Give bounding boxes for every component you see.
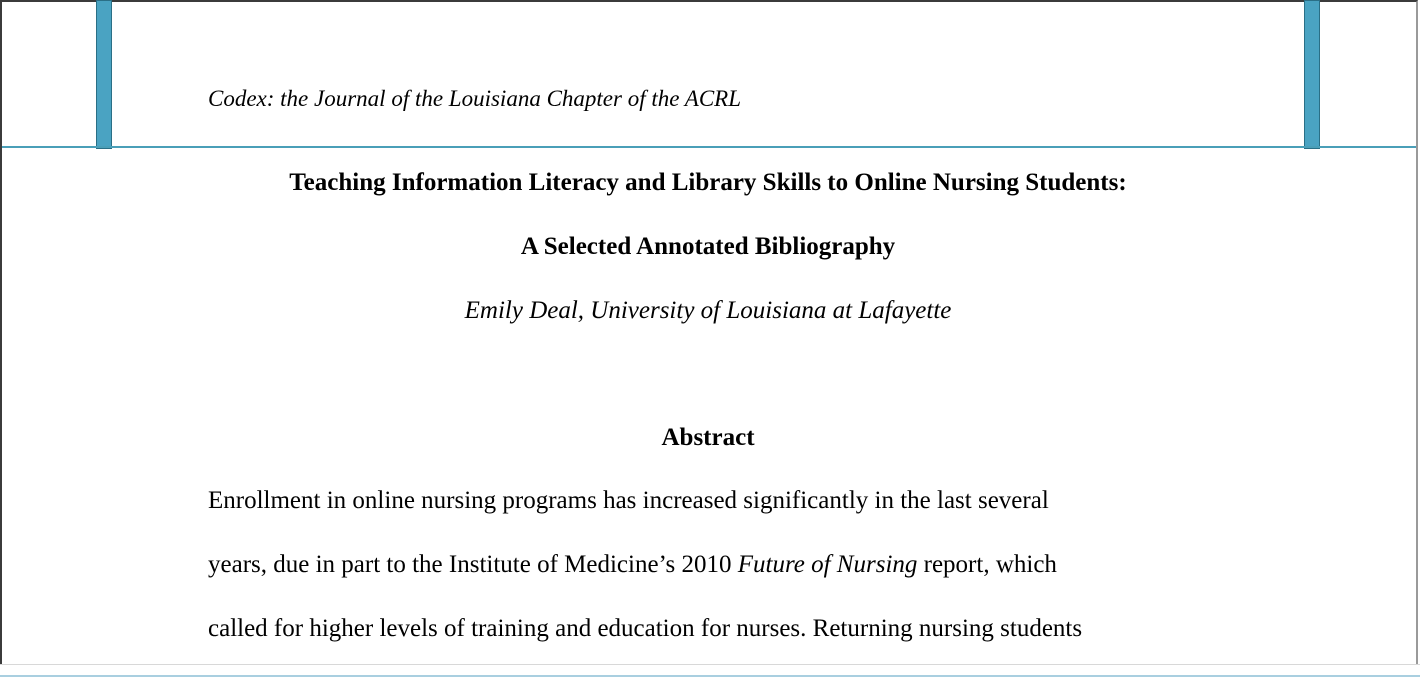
abstract-line-2-start: years, due in part to the Institute of Medicine’s 2010 <box>208 551 738 578</box>
report-title-italic: Future of Nursing <box>737 551 918 578</box>
author-affiliation: Emily Deal, University of Louisiana at Lafayette <box>464 297 952 324</box>
abstract-line-3: called for higher levels of training and education for nurses. Returning nursing students <box>208 615 1083 642</box>
abstract-line-2-end: report, which <box>917 551 1057 578</box>
bottom-accent-line <box>0 675 1420 677</box>
running-head: Codex: the Journal of the Louisiana Chapter of the ACRL <box>208 86 742 111</box>
header-divider <box>2 146 1416 148</box>
article-title-line-1: Teaching Information Literacy and Library Skills to Online Nursing Students: <box>289 169 1127 196</box>
page-bottom-edge <box>0 664 1420 678</box>
abstract-line-2 <box>208 551 1057 579</box>
abstract-line-1: Enrollment in online nursing programs has increased significantly in the last several <box>208 487 1049 514</box>
page-header <box>0 0 1420 147</box>
article-title-line-2: A Selected Annotated Bibliography <box>520 233 896 260</box>
header-right-accent-bar <box>1304 0 1320 149</box>
abstract-heading: Abstract <box>661 424 755 451</box>
header-left-accent-bar <box>96 0 112 149</box>
